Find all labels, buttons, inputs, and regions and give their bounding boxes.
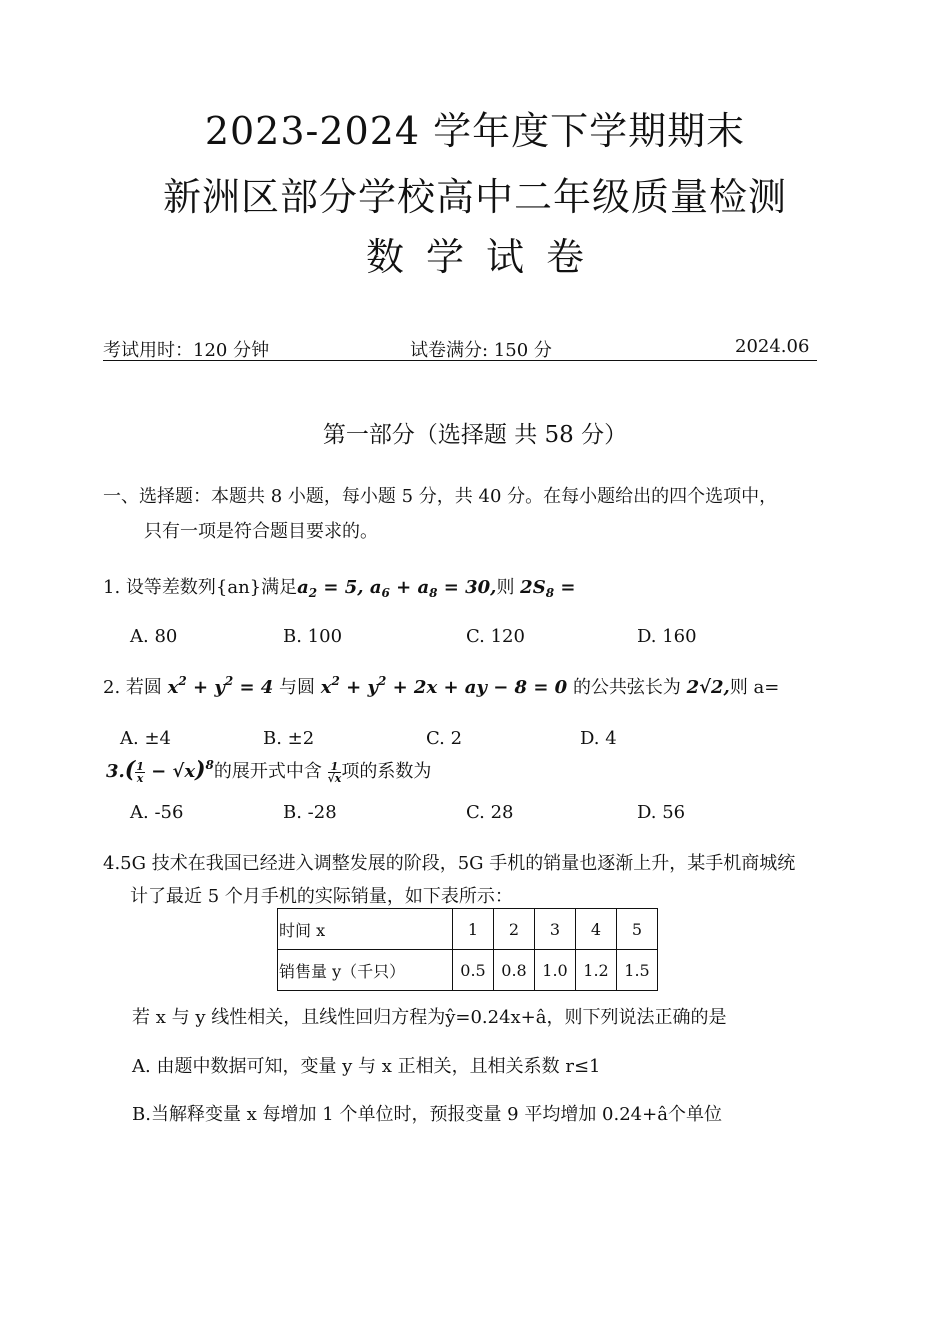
q2-mid: 与圆 [279,677,316,698]
table-cell: 0.5 [453,950,494,991]
question-1 [103,573,575,600]
exam-info-line [103,334,817,361]
q3-term: $\frac{1}{√x}$ [327,759,342,785]
q2-circle1: $x^2 + y^2 = 4$ [167,674,274,698]
q3-option-b: B. -28 [283,802,337,823]
q4-option-b: B.当解释变量 x 每增加 1 个单位时，预报变量 9 平均增加 0.24+â个单位 [132,1104,722,1125]
q2-prefix: 2. 若圆 [103,677,162,698]
table-cell: 1.5 [617,950,658,991]
q1-option-d: D. 160 [637,626,697,647]
question-3: 3.( $\frac{1}{x}$ − √x)$^8$的展开式中含 $\frac{1}{√x}$ 项的系数为 [106,757,432,785]
q1-formula: $a_2 = 5$, $a_6 + a_8 = 30$, [297,577,497,600]
table-cell: 1.2 [576,950,617,991]
q2-option-a: A. ±4 [120,728,171,749]
q2-option-b: B. ±2 [263,728,315,749]
q4-line2: 计了最近 5 个月手机的实际销量，如下表所示： [130,886,513,907]
table-row [278,950,658,991]
q2-option-d: D. 4 [580,728,617,749]
q2-suffix2: 则 a= [729,677,780,698]
table-cell: 5 [617,909,658,950]
q3-number: 3. [106,761,125,782]
q4-line1: 4.5G 技术在我国已经进入调整发展的阶段，5G 手机的销量也逐渐上升，某手机商城统 [103,853,796,874]
table-cell: 2 [494,909,535,950]
instruction-line2: 只有一项是符合题目要求的。 [144,521,378,542]
q1-suffix: 则 [496,577,515,598]
exam-score: 试卷满分: 150 分 [410,340,552,361]
q2-option-c: C. 2 [426,728,463,749]
q1-option-a: A. 80 [130,626,178,647]
question-2 [103,673,779,699]
exam-title-line3: 数学试卷 [365,235,606,279]
q1-prefix: 1. 设等差数列{an}满足 [103,577,298,598]
q3-expression: ( [124,757,136,783]
q3-option-d: D. 56 [637,802,686,823]
table-cell: 3 [535,909,576,950]
q2-suffix1: 的公共弦长为 [572,677,681,698]
q1-option-c: C. 120 [466,626,525,647]
q1-option-b: B. 100 [283,626,343,647]
table-cell: 1.0 [535,950,576,991]
exam-title-line1: 2023-2024 学年度下学期期末 [204,109,746,153]
exam-title-line2: 新洲区部分学校高中二年级质量检测 [162,175,787,219]
sales-table [277,908,658,991]
q2-chord: 2√2, [686,677,730,698]
table-cell: 1 [453,909,494,950]
instruction-line1: 一、选择题：本题共 8 小题，每小题 5 分，共 40 分。在每小题给出的四个选项中， [103,486,778,507]
q1-target: $2S_8$ = [520,577,576,600]
table-header-time: 时间 x [278,909,453,950]
q4-option-a: A. 由题中数据可知，变量 y 与 x 正相关，且相关系数 r≤1 [132,1056,601,1077]
table-cell: 4 [576,909,617,950]
table-cell: 0.8 [494,950,535,991]
table-header-sales: 销售量 y（千只） [278,950,453,991]
q2-circle2: $x^2 + y^2 + 2x$ + ay − 8 = 0 [320,674,568,698]
exam-date: 2024.06 [735,336,810,357]
q3-fraction: $\frac{1}{x}$ [136,759,144,785]
q3-option-a: A. -56 [130,802,184,823]
q3-text2: 项的系数为 [341,761,432,782]
q3-option-c: C. 28 [466,802,514,823]
q4-stem: 若 x 与 y 线性相关，且线性回归方程为ŷ=0.24x+â，则下列说法正确的是 [132,1007,727,1028]
q3-text1: 的展开式中含 [213,761,322,782]
section-heading: 第一部分（选择题 共 58 分） [322,422,628,448]
exam-time: 考试用时：120 分钟 [103,340,270,361]
table-row [278,909,658,950]
